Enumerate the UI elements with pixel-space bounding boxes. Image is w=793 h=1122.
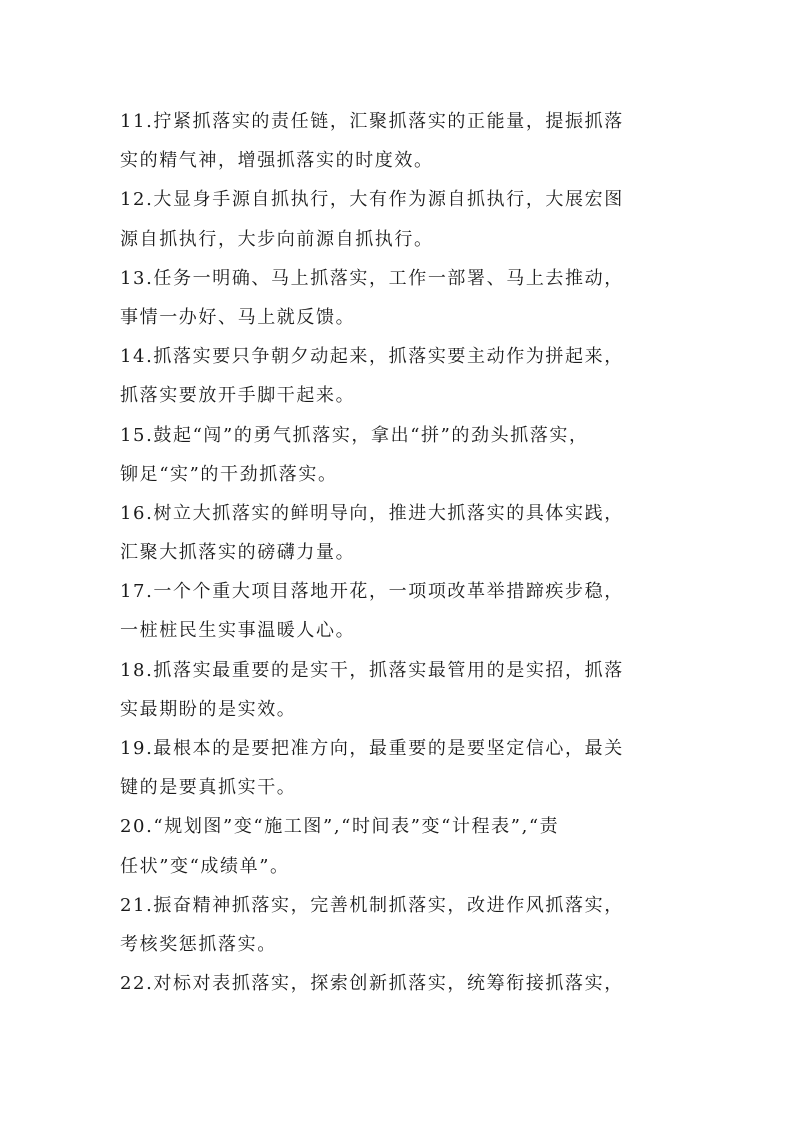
text-line: 考核奖惩抓落实。 <box>120 933 277 955</box>
text-line: 18.抓落实最重要的是实干，抓落实最管用的是实招，抓落 <box>120 659 624 681</box>
text-line: 20.“规划图”变“施工图”,“时间表”变“计程表”,“责 <box>120 816 560 838</box>
text-line: 17.一个个重大项目落地开花，一项项改革举措蹄疾步稳， <box>120 581 624 603</box>
list-item-14 <box>120 337 680 415</box>
text-line: 源自抓执行，大步向前源自抓执行。 <box>120 228 434 250</box>
list-item-20 <box>120 807 680 885</box>
text-line: 11.拧紧抓落实的责任链，汇聚抓落实的正能量，提振抓落 <box>120 111 624 132</box>
text-line: 12.大显身手源自抓执行，大有作为源自抓执行，大展宏图 <box>120 189 624 211</box>
list-item-18 <box>120 651 680 729</box>
text-line: 任状”变“成绩单”。 <box>120 855 290 877</box>
text-line: 16.树立大抓落实的鲜明导向，推进大抓落实的具体实践， <box>120 502 624 524</box>
text-line: 15.鼓起“闯”的勇气抓落实，拿出“拼”的劲头抓落实， <box>120 424 589 446</box>
list-item-15 <box>120 416 680 494</box>
list-item-11 <box>120 102 680 180</box>
text-line: 21.振奋精神抓落实，完善机制抓落实，改进作风抓落实， <box>120 894 624 916</box>
list-item-17 <box>120 572 680 650</box>
text-line: 13.任务一明确、马上抓落实，工作一部署、马上去推动， <box>120 267 624 289</box>
text-line: 14.抓落实要只争朝夕动起来，抓落实要主动作为拼起来， <box>120 346 624 368</box>
text-line: 事情一办好、马上就反馈。 <box>120 306 356 328</box>
text-line: 19.最根本的是要把准方向，最重要的是要坚定信心，最关 <box>120 738 624 759</box>
text-line: 键的是要真抓实干。 <box>120 777 297 799</box>
document-body <box>120 102 680 1003</box>
list-item-19 <box>120 729 680 807</box>
list-item-12 <box>120 180 680 258</box>
list-item-22 <box>120 964 680 1003</box>
text-line: 铆足“实”的干劲抓落实。 <box>120 463 338 485</box>
text-line: 22.对标对表抓落实，探索创新抓落实，统筹衔接抓落实， <box>120 973 624 995</box>
text-line: 一桩桩民生实事温暖人心。 <box>120 620 356 642</box>
text-line: 实最期盼的是实效。 <box>120 698 297 720</box>
list-item-13 <box>120 259 680 337</box>
list-item-16 <box>120 494 680 572</box>
list-item-21 <box>120 886 680 964</box>
text-line: 汇聚大抓落实的磅礴力量。 <box>120 542 356 564</box>
text-line: 实的精气神，增强抓落实的时度效。 <box>120 150 434 172</box>
text-line: 抓落实要放开手脚干起来。 <box>120 385 356 407</box>
